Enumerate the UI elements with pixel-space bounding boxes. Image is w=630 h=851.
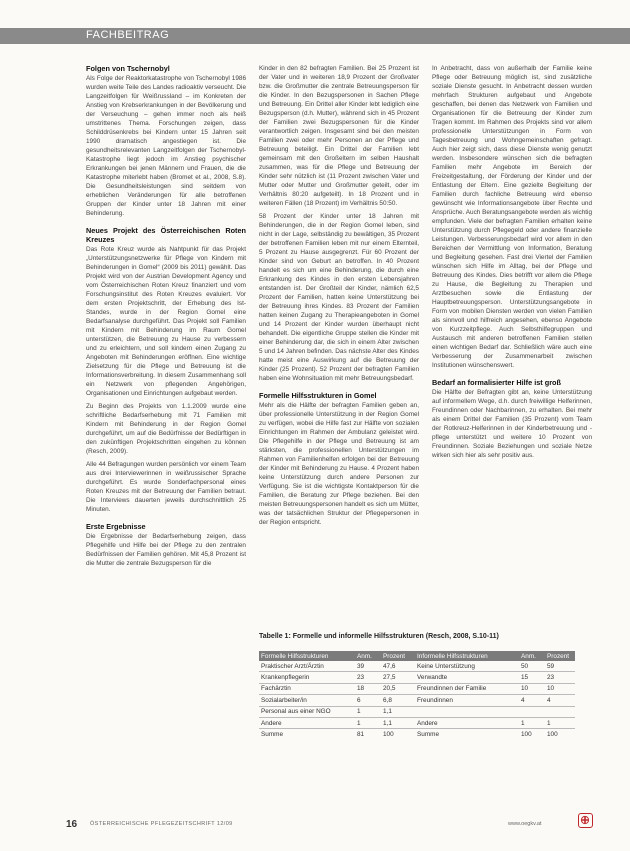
- section-label: FACHBEITRAG: [86, 29, 170, 41]
- table-cell: Freundinnen der Familie: [415, 683, 519, 694]
- paragraph: Mehr als die Hälfte der befragten Familien geben an, über professionelle Unterstützung in der Region Gomel zu verfügen, wobei die Hilfe fast zur Hälfte von sozialen Einrichtungen im Rahmen der Ambulanz geleistet wird. Die Pflegehilfe in der Pflege und Betreuung ist am stärksten, die professionellen Unterstützungen im Rahmen von Familienhelfen erfolgen bei der Betreuung der Kinder mit Behinderung zu Hause. 4 Prozent haben keine Unterstützung durch andere Personen zur Verfügung. Sie ist die wichtigste Kontaktperson für die Familien, die Beratung zur Pflege beziehen. Bei den meisten Betreuungspersonen handelt es sich um Mütter, was der tatsächlichen Struktur der Pflegepersonen in der Region entspricht.: [259, 402, 419, 526]
- website-url: www.oegkv.at: [508, 821, 542, 827]
- page-number: 16: [66, 819, 78, 830]
- table-cell: 39: [355, 661, 381, 672]
- table-cell: [519, 706, 545, 717]
- paragraph: 58 Prozent der Kinder unter 18 Jahren mit Behinderungen, die in der Region Gomel leben, sind nicht in der Lage, selbständig zu bewältigen, 35 Prozent der betroffenen Familien leben mit nur einem Elternteil, 5 Prozent zu Hause ausgegrenzt. Für 60 Prozent der Kinder sind von Geburt an betroffen. In 40 Prozent handelt es sich um eine Behinderung, die durch eine Erkrankung des Kindes in den ersten Lebensjahren entstanden ist. Der Großteil der Kinder, nämlich 62,5 Prozent der Familien, hatten keine Unterstützung bei der Betreuung ihres Kindes. 83 Prozent der Familien hatten keinen Zugang zu Therapieangeboten in Gomel und 14 Prozent der Kinder wurden überhaupt nicht behandelt. Die eigentliche Gruppe stellen die Kinder mit einer Behinderung dar, die sich in einem Alter zwischen 5 und 14 Jahren befinden. Das nächste Alter des Kindes hatte meist eine Auswirkung auf die Betreuung der Kinder (25 Prozent). 52 Prozent der befragten Familien haben eine Wohnsituation mit mehr Betreuungsbedarf.: [259, 213, 419, 382]
- section-heading: Neues Projekt des Österreichischen Roten Kreuzes: [86, 226, 246, 244]
- table-cell: Summe: [261, 731, 284, 739]
- paragraph: Kinder in den 82 befragten Familien. Bei 25 Prozent ist der Vater und in weiteren 18,9 Prozent der Großvater bzw. die Großmutter die zentrale Betreuungsperson für die Kinder. In den Bezugspersonen in Sachen Pflege und Betreuung. Ein Drittel aller Kinder lebt lediglich eine Bezugsperson (d.h. Mutter), während sich in 45 Prozent der Familien zwei Bezugspersonen für die Kinder verantwortlich zeigen. Insgesamt sind bei den meisten Familien zwei oder mehr Personen an der Pflege und Betreuung beteiligt. Ein Drittel der Familien lebt gemeinsam mit den Großeltern im selben Haushalt zusammen, was für die Pflege und Betreuung der Kinder sehr nützlich ist (11 Prozent zwischen Vater und Mutter oder Mutter und Großmutter geteilt, oder im Verhältnis 80:20 aufgeteilt). In 18 Prozent und in weiteren Fällen (18 Prozent) im Verhältnis 50:50.: [259, 65, 419, 207]
- paragraph: Als Folge der Reaktorkatastrophe von Tschernobyl 1986 wurden weite Teile des Landes radioaktiv verseucht. Die Langzeitfolgen für Weißrussland – im Konkreten der Anstieg von Krebserkrankungen in der Bevölkerung und der Verseuchung – gehen immer noch als heiß umstrittenes Thema. Forschungen zeigen, dass Schilddrüsenkrebs bei Kindern unter 15 Jahren seit 1990 dramatisch angestiegen ist. Die gesundheitsrelevanten Langzeitfolgen der Tschernobyl-Katastrophe liegt jedoch im Anstieg psychischer Erkrankungen bei jenen Männern und Frauen, die die Katastrophe miterlebt haben (Bromet et al., 2008, S.8). Die Gesundheitsleistungen sind seitdem von erheblichen Veränderungen für alle betroffenen Gruppen der Kinder unter 18 Jahren mit einer Behinderung.: [86, 75, 246, 217]
- table-cell: 15: [519, 672, 545, 683]
- table-row: [259, 695, 575, 706]
- table-cell: 100: [383, 731, 394, 739]
- column-header: Formelle Hilfsstrukturen: [259, 651, 355, 661]
- paragraph: Die Hälfte der Befragten gibt an, keine Unterstützung auf informellem Wege, d.h. durch freiwillige Helferinnen, Freundinnen oder Nachbarinnen, zu erhalten. Bei mehr als einem Drittel der Familien (35 Prozent) vom Team der Rotkreuz-Helferinnen in der Kinderbetreuung und -pflege unterstützt und weitere 10 Prozent von Freundinnen. Soziale Beziehungen und soziale Netze wirken sich hier als sehr positiv aus.: [432, 389, 592, 459]
- table-cell: [415, 706, 519, 717]
- column-header: Prozent: [381, 651, 411, 661]
- table-cell: 4: [545, 695, 575, 706]
- table-caption: Tabelle 1: Formelle und informelle Hilfsstrukturen (Resch, 2008, S.10-11): [259, 633, 499, 640]
- table-cell: Freundinnen: [415, 695, 519, 706]
- table-cell: 20,5: [381, 683, 411, 694]
- table-cell: 4: [519, 695, 545, 706]
- journal-name: ÖSTERREICHISCHE PFLEGEZEITSCHRIFT 12/09: [90, 821, 233, 827]
- table-cell: Sozialarbeiter/in: [259, 695, 355, 706]
- section-heading: Bedarf an formalisierter Hilfe ist groß: [432, 378, 561, 387]
- table-cell: Andere: [415, 717, 519, 728]
- table-cell: 10: [545, 683, 575, 694]
- table-cell: 1,1: [381, 717, 411, 728]
- table-row: [259, 717, 575, 728]
- paragraph: In Anbetracht, dass von außerhalb der Familie keine Pflege oder Betreuung möglich ist, sind zusätzliche soziale Dienste gesucht. In Anbetracht dessen wurden mehrfach Strukturen aufgebaut und Angebote geschaffen, bei denen das Netzwerk von Familien und Organisationen für die Betreuung der Kinder zum Tragen kommt. Im Rahmen des Projekts sind vor allem professionelle Unterstützungen in Form von Tagesbetreuung und Wohngemeinschaften gefragt. Auch hier zeigt sich, dass diese Dienste wenig genutzt werden. Insbesondere wünschen sich die befragten Familien mehr Angebote im Bereich der Freizeitgestaltung, der Förderung der Kinder und der Entlastung der Eltern. Eine gezielte Begleitung der Familien durch fachliche Betreuung wird ebenso gewünscht wie Informationsangebote über Rechte und Ansprüche. Auch Beratungsangebote werden als wichtig empfunden. Viele der befragten Familien erhalten keine Unterstützung durch Pflegegeld oder andere finanzielle Leistungen. Verbesserungsbedarf wird vor allem in den Bereichen der Vermittlung von Information, Beratung und Begleitung gesehen. Fast drei Viertel der Familien wünschen sich Hilfe im Alltag, bei der Pflege und Betreuung des Kindes. Dies betrifft vor allem die Pflege zu Hause, die Begleitung zu Therapien und Arztbesuchen sowie die Entlastung der Hauptbetreuungsperson. Unterstützungsangebote in Form von mobilen Diensten werden von vielen Familien als sinnvoll und hilfreich angesehen, ebenso Angebote von Kurzzeitpflege. Auch Selbsthilfegruppen und Austausch mit anderen betroffenen Familien stellen einen wichtigen Bedarf dar. Schließlich wäre auch eine Verbesserung der Zusammenarbeit zwischen Institutionen wünschenswert.: [432, 65, 592, 369]
- text-column-1: [86, 64, 246, 572]
- table-cell: 1: [545, 717, 575, 728]
- table-cell: 18: [355, 683, 381, 694]
- table-row: [259, 672, 575, 683]
- table-body: [259, 661, 575, 740]
- table-cell: 23: [545, 672, 575, 683]
- table-cell: 23: [355, 672, 381, 683]
- column-header: Prozent: [545, 651, 575, 661]
- table-row: [259, 661, 575, 672]
- table-cell: Andere: [259, 717, 355, 728]
- table-cell: 1: [519, 717, 545, 728]
- table-cell: 50: [519, 661, 545, 672]
- column-header: Informelle Hilfsstrukturen: [415, 651, 519, 661]
- text-column-2: [259, 64, 419, 531]
- table-cell: 59: [545, 661, 575, 672]
- table-sum-row: [259, 729, 575, 740]
- text-column-3: [432, 64, 592, 464]
- table-header-row: [259, 651, 575, 661]
- table-cell: 10: [519, 683, 545, 694]
- column-header: Anm.: [355, 651, 381, 661]
- table-cell: Summe: [417, 731, 440, 739]
- journal-logo-icon: [578, 813, 593, 828]
- table-cell: 100: [547, 731, 558, 739]
- table-cell: Fachärztin: [259, 683, 355, 694]
- table-cell: 1: [355, 717, 381, 728]
- table-cell: 47,6: [381, 661, 411, 672]
- table-cell: [545, 706, 575, 717]
- table-cell: Praktischer Arzt/Ärztin: [259, 661, 355, 672]
- data-table: [259, 651, 575, 740]
- table-cell: 6,8: [381, 695, 411, 706]
- table-cell: Krankenpflegerin: [259, 672, 355, 683]
- paragraph: Alle 44 Befragungen wurden persönlich vor einem Team aus drei Interviewerinnen in weißrussischer Sprache durchgeführt. Es wurde Sonderfachpersonal eines Roten Kreuzes mit der Betreuung der Familien betraut. Die Interviews dauerten jeweils durchschnittlich 25 Minuten.: [86, 461, 246, 513]
- table-cell: Verwandte: [415, 672, 519, 683]
- section-heading: Folgen von Tschernobyl: [86, 64, 170, 73]
- table-row: [259, 683, 575, 694]
- column-header: Anm.: [519, 651, 545, 661]
- section-header-bar: [0, 28, 630, 44]
- table-cell: 6: [355, 695, 381, 706]
- section-heading: Formelle Hilfsstrukturen in Gomel: [259, 391, 377, 400]
- table-cell: Personal aus einer NGO: [259, 706, 355, 717]
- table-cell: 1,1: [381, 706, 411, 717]
- table-cell: 1: [355, 706, 381, 717]
- section-heading: Erste Ergebnisse: [86, 522, 146, 531]
- table-row: [259, 706, 575, 717]
- table-cell: Keine Unterstützung: [415, 661, 519, 672]
- table-container: [259, 633, 575, 740]
- paragraph: Zu Beginn des Projekts von 1.1.2009 wurde eine schriftliche Bedarfserhebung mit 71 Familien mit Kindern mit Behinderung in der Region Gomel durchgeführt, um auf die Bedürfnisse der Bedürftigen in den zukünftigen Projektschritten eingehen zu können (Resch, 2009).: [86, 403, 246, 455]
- paragraph: Die Ergebnisse der Bedarfserhebung zeigen, dass Pflegehilfe und Hilfe bei der Pflege zu den zentralen Bedürfnissen der Familien gehören. Mit 45,8 Prozent ist die Mutter die zentrale Bezugsperson für die: [86, 533, 246, 567]
- table-cell: 81: [357, 731, 365, 739]
- table-cell: 27,5: [381, 672, 411, 683]
- table-cell: 100: [521, 731, 532, 739]
- paragraph: Das Rote Kreuz wurde als Nahtpunkt für das Projekt „Unterstützungsnetzwerke für Pflege von Kindern mit Behinderungen in Gomel“ (2009 bis 2011) gewählt. Das Projekt wird von der Austrian Development Agency und vom Österreichischen Roten Kreuz finanziert und vom Forschungsinstitut des Roten Kreuzes evaluiert. Vor dem ersten Projektschritt, der Erhebung des Ist-Standes, wurde in der Region Gomel eine Bedarfsanalyse durchgeführt. Das Projekt soll Familien mit Kindern mit Behinderung im Raum Gomel unterstützen, die Betreuung zu Hause zu verbessern und zu erleichtern, und soll kindern einen Zugang zu Angeboten mit Behinderungen eröffnen. Eine wichtige Zielsetzung für die Pflege und Betreuung ist die Informationsverbreitung. In diesem Zusammenhang soll ein Netzwerk von pflegenden Angehörigen, Organisationen und Einrichtungen aufgebaut werden.: [86, 246, 246, 397]
